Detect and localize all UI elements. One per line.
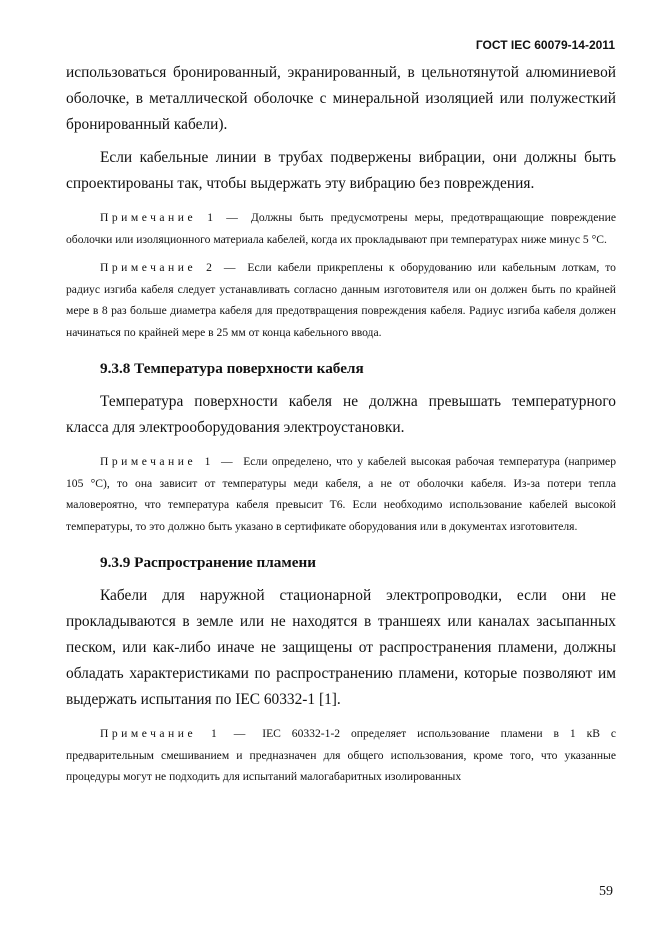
paragraph-vibration: Если кабельные линии в трубах подвержены вибрации, они должны быть спроектированы так, чтобы выдержать эту вибрацию без повреждения.	[66, 149, 616, 192]
paragraph-flame-propagation: Кабели для наружной стационарной электропроводки, если они не прокладываются в земле или не находятся в траншеях или каналах засыпанных песком, или как-либо иначе не защищены от распространения пламени, должны обладать характеристиками по распространению пламени, которые позволяют им выдержать испытания по IEC 60332-1 [1].	[66, 587, 616, 708]
note-number: 1	[211, 727, 217, 740]
note-dash: —	[233, 727, 246, 740]
note-text: Должны быть предусмотрены меры, предотвращающие повреждение оболочки или изоляционного материала кабелей, когда их прокладывают при температурах ниже минус 5 °С.	[66, 211, 616, 246]
note-text: Если определено, что у кабелей высокая рабочая температура (например 105 °С), то она зависит от температуры меди кабеля, а не от оболочки кабеля. Из-за потери тепла маловероятно, что температура кабеля превысит Т6. Если необходимо использование кабелей высокой температуры, то это должно быть указано в сертификате оборудования или в документах изготовителя.	[66, 455, 616, 533]
note-2	[66, 257, 616, 343]
section-heading-flame-propagation: 9.3.9 Распространение пламени	[100, 554, 316, 571]
note-number: 1	[207, 211, 214, 224]
note-label: Примечание	[100, 211, 197, 224]
note-text: IEC 60332-1-2 определяет использование пламени в 1 кВ с предварительным смешиванием и предназначен для общего использования, кроме того, что указанные процедуры могут не подходить для испытаний малогабаритных изолированных	[66, 727, 616, 783]
note-4	[66, 723, 616, 788]
section-heading-surface-temperature: 9.3.8 Температура поверхности кабеля	[100, 360, 364, 377]
note-number: 1	[204, 455, 211, 468]
page-content	[66, 60, 616, 788]
note-label: Примечание	[100, 261, 197, 274]
paragraph-surface-temperature: Температура поверхности кабеля не должна превышать температурного класса для электрооборудования электроустановки.	[66, 393, 616, 436]
note-label: Примечание	[100, 727, 197, 740]
note-1	[66, 207, 616, 250]
note-text: Если кабели прикреплены к оборудованию или кабельным лоткам, то радиус изгиба кабеля следует устанавливать согласно данным изготовителя или он должен быть по крайней мере в 8 раз больше диаметра кабеля для предотвращения повреждения кабеля. Радиус изгиба кабеля должен начинаться по крайней мере в 25 мм от конца кабельного ввода.	[66, 261, 616, 339]
note-label: Примечание	[100, 455, 197, 468]
note-dash: —	[223, 261, 236, 274]
document-header: ГОСТ IEC 60079-14-2011	[475, 38, 615, 52]
page-number: 59	[599, 884, 613, 899]
note-dash: —	[221, 455, 233, 468]
note-dash: —	[226, 211, 238, 224]
paragraph-continuation: использоваться бронированный, экранированный, в цельнотянутой алюминиевой оболочке, в металлической оболочке с минеральной изоляцией или полужесткий бронированный кабели).	[66, 64, 616, 133]
note-3	[66, 451, 616, 537]
note-number: 2	[206, 261, 212, 274]
